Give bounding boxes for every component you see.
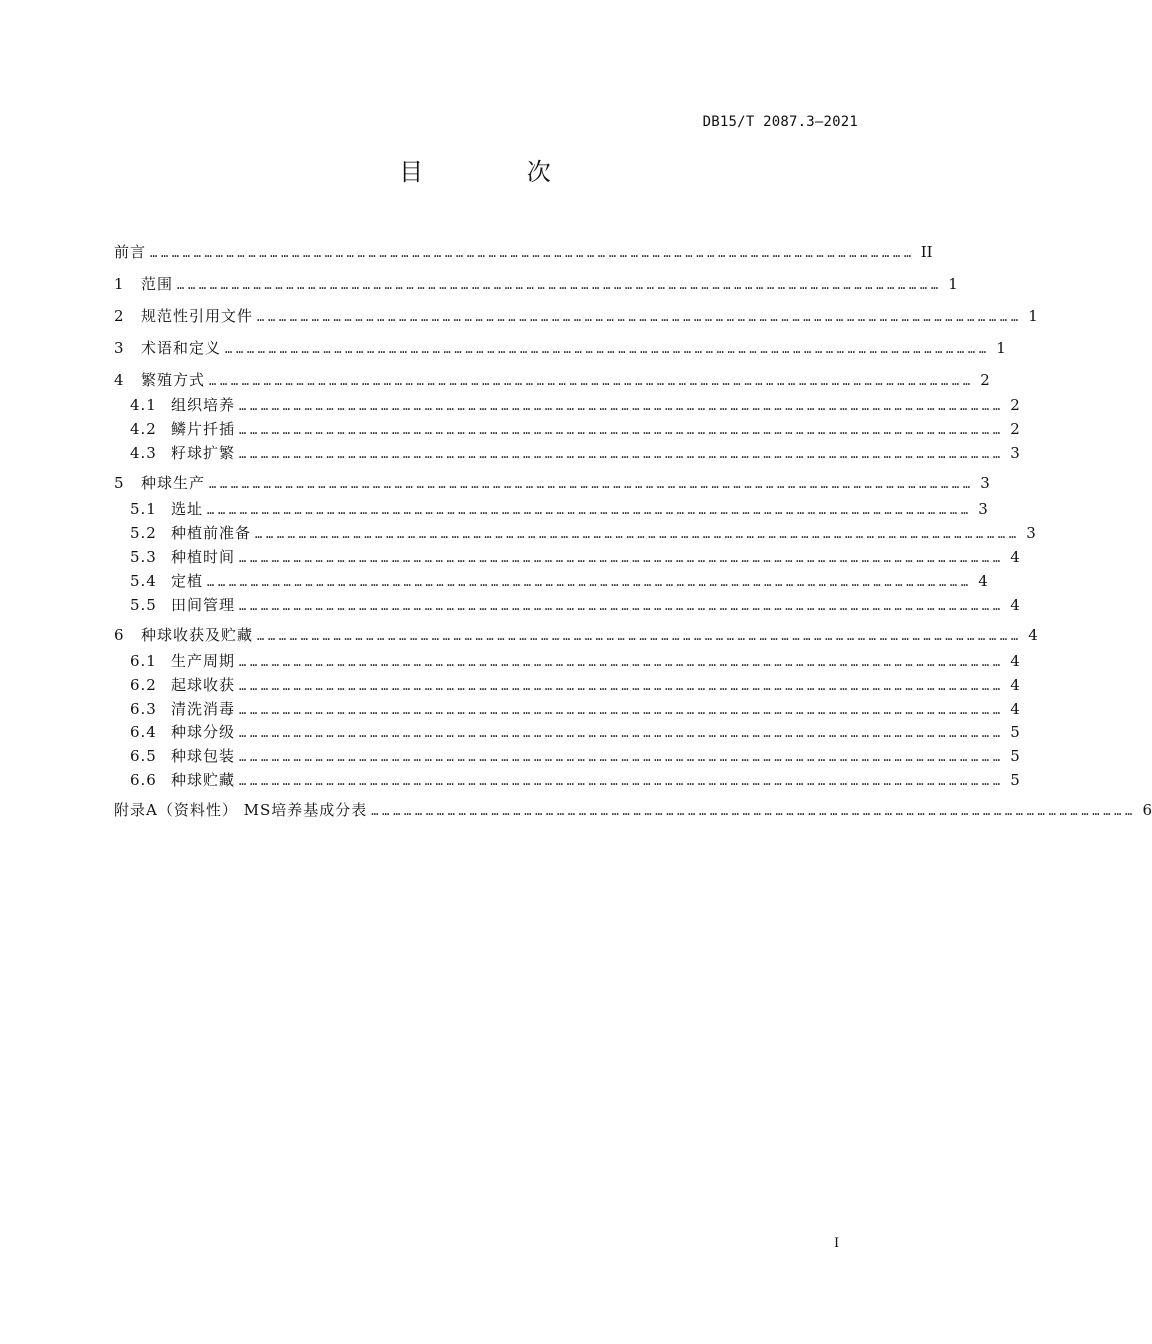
toc-page-number: 3 xyxy=(978,500,988,518)
toc-entry-number: 4.2 xyxy=(130,420,157,438)
toc-page-number: 4 xyxy=(1028,626,1038,644)
toc-page-number: 5 xyxy=(1010,723,1020,741)
toc-leader: ………………………………………………………………………………………………………………………………………………………………………………………… xyxy=(209,477,974,491)
toc-leader: ………………………………………………………………………………………………………………………………………………………………………………………… xyxy=(209,374,974,388)
toc-page-number: 4 xyxy=(1010,596,1020,614)
toc-entry-foreword[interactable] xyxy=(114,241,933,263)
toc-page-number: 2 xyxy=(1010,396,1020,414)
toc-entry-6-5[interactable] xyxy=(114,745,1020,767)
toc-page-number: 2 xyxy=(980,371,990,389)
toc-entry-number: 1 xyxy=(114,275,124,293)
toc-page-number: 4 xyxy=(1010,548,1020,566)
toc-leader: ………………………………………………………………………………………………………………………………………………………………………………………… xyxy=(177,278,942,292)
toc-leader: ………………………………………………………………………………………………………………………………………………………………………………………… xyxy=(257,629,1022,643)
toc-entry-label: 组织培养 xyxy=(171,396,236,414)
page-title: 目 次 xyxy=(399,158,599,186)
toc-entry-label: 繁殖方式 xyxy=(141,371,206,389)
toc-entry-2[interactable] xyxy=(114,305,1038,327)
toc-leader: ………………………………………………………………………………………………………………………………………………………………………………………… xyxy=(207,575,972,589)
toc-leader: ………………………………………………………………………………………………………………………………………………………………………………………… xyxy=(239,399,1004,413)
toc-page-number: 2 xyxy=(1010,420,1020,438)
toc-entry-4[interactable] xyxy=(114,369,990,391)
toc-entry-number: 5 xyxy=(114,474,124,492)
toc-leader: ………………………………………………………………………………………………………………………………………………………………………………………… xyxy=(371,804,1136,818)
page-number: I xyxy=(834,1236,840,1251)
toc-entry-6-3[interactable] xyxy=(114,698,1020,720)
toc-entry-5-5[interactable] xyxy=(114,594,1020,616)
toc-page-number: 5 xyxy=(1010,771,1020,789)
toc-entry-number: 6 xyxy=(114,626,124,644)
toc-entry-number: 4 xyxy=(114,371,124,389)
toc-entry-label: 范围 xyxy=(141,275,174,293)
toc-entry-label: 定植 xyxy=(171,572,204,590)
toc-leader: ………………………………………………………………………………………………………………………………………………………………………………………… xyxy=(239,750,1004,764)
toc-entry-1[interactable] xyxy=(114,273,958,295)
toc-entry-label: 种植前准备 xyxy=(171,524,252,542)
toc-page-number: 1 xyxy=(948,275,958,293)
toc-leader: ………………………………………………………………………………………………………………………………………………………………………………………… xyxy=(225,342,990,356)
toc-entry-label: 选址 xyxy=(171,500,204,518)
toc-page-number: 1 xyxy=(1028,307,1038,325)
toc-leader: ………………………………………………………………………………………………………………………………………………………………………………………… xyxy=(239,599,1004,613)
toc-page-number: 3 xyxy=(1010,444,1020,462)
toc-entry-number: 5.4 xyxy=(130,572,157,590)
toc-page-number: 4 xyxy=(1010,700,1020,718)
toc-entry-6-2[interactable] xyxy=(114,674,1020,696)
toc-entry-label: 种球生产 xyxy=(141,474,206,492)
toc-entry-annex-a[interactable] xyxy=(114,799,1152,821)
toc-entry-label: 起球收获 xyxy=(171,676,236,694)
toc-entry-label: 前言 xyxy=(114,243,147,261)
toc-leader: ………………………………………………………………………………………………………………………………………………………………………………………… xyxy=(239,655,1004,669)
toc-entry-5-4[interactable] xyxy=(114,570,988,592)
toc-leader: ………………………………………………………………………………………………………………………………………………………………………………………… xyxy=(239,423,1004,437)
toc-page-number: 4 xyxy=(1010,676,1020,694)
toc-leader: ………………………………………………………………………………………………………………………………………………………………………………………… xyxy=(257,310,1022,324)
toc-entry-number: 6.5 xyxy=(130,747,157,765)
toc-leader: ………………………………………………………………………………………………………………………………………………………………………………………… xyxy=(255,527,1020,541)
toc-entry-4-2[interactable] xyxy=(114,418,1020,440)
toc-entry-label: 籽球扩繁 xyxy=(171,444,236,462)
toc-leader: ………………………………………………………………………………………………………………………………………………………………………………………… xyxy=(150,246,915,260)
toc-page-number: 3 xyxy=(980,474,990,492)
toc-leader: ………………………………………………………………………………………………………………………………………………………………………………………… xyxy=(239,679,1004,693)
toc-entry-6-6[interactable] xyxy=(114,769,1020,791)
toc-entry-number: 3 xyxy=(114,339,124,357)
toc-entry-number: 5.5 xyxy=(130,596,157,614)
toc-entry-6-4[interactable] xyxy=(114,721,1020,743)
standard-code: DB15/T 2087.3—2021 xyxy=(702,114,858,130)
toc-entry-number: 5.2 xyxy=(130,524,157,542)
toc-entry-label: 鳞片扦插 xyxy=(171,420,236,438)
toc-entry-label: 术语和定义 xyxy=(141,339,222,357)
toc-entry-number: 5.3 xyxy=(130,548,157,566)
toc-page-number: 5 xyxy=(1010,747,1020,765)
toc-page-number: 3 xyxy=(1026,524,1036,542)
toc-entry-label: 附录A（资料性） MS培养基成分表 xyxy=(114,801,368,819)
toc-page-number: 4 xyxy=(978,572,988,590)
toc-entry-3[interactable] xyxy=(114,337,1006,359)
toc-entry-label: 种球分级 xyxy=(171,723,236,741)
toc-page-number: II xyxy=(920,243,933,261)
toc-entry-6-1[interactable] xyxy=(114,650,1020,672)
toc-entry-label: 生产周期 xyxy=(171,652,236,670)
toc-entry-label: 种球收获及贮藏 xyxy=(141,626,254,644)
toc-page-number: 1 xyxy=(996,339,1006,357)
toc-entry-5-1[interactable] xyxy=(114,498,988,520)
toc-leader: ………………………………………………………………………………………………………………………………………………………………………………………… xyxy=(239,551,1004,565)
toc-entry-label: 清洗消毒 xyxy=(171,700,236,718)
toc-page-number: 6 xyxy=(1142,801,1152,819)
toc-entry-4-1[interactable] xyxy=(114,394,1020,416)
toc-entry-number: 4.1 xyxy=(130,396,157,414)
toc-entry-6[interactable] xyxy=(114,624,1038,646)
toc-entry-number: 6.3 xyxy=(130,700,157,718)
toc-entry-number: 6.4 xyxy=(130,723,157,741)
toc-entry-5-2[interactable] xyxy=(114,522,1036,544)
toc-entry-5[interactable] xyxy=(114,472,990,494)
toc-entry-label: 种植时间 xyxy=(171,548,236,566)
toc-entry-label: 规范性引用文件 xyxy=(141,307,254,325)
toc-leader: ………………………………………………………………………………………………………………………………………………………………………………………… xyxy=(207,503,972,517)
toc-entry-number: 4.3 xyxy=(130,444,157,462)
toc-leader: ………………………………………………………………………………………………………………………………………………………………………………………… xyxy=(239,774,1004,788)
toc-entry-4-3[interactable] xyxy=(114,442,1020,464)
toc-leader: ………………………………………………………………………………………………………………………………………………………………………………………… xyxy=(239,726,1004,740)
toc-entry-label: 种球贮藏 xyxy=(171,771,236,789)
toc-entry-5-3[interactable] xyxy=(114,546,1020,568)
toc-entry-number: 6.6 xyxy=(130,771,157,789)
toc-leader: ………………………………………………………………………………………………………………………………………………………………………………………… xyxy=(239,447,1004,461)
toc-entry-label: 田间管理 xyxy=(171,596,236,614)
toc-entry-label: 种球包装 xyxy=(171,747,236,765)
toc-leader: ………………………………………………………………………………………………………………………………………………………………………………………… xyxy=(239,703,1004,717)
toc-entry-number: 5.1 xyxy=(130,500,157,518)
toc-page-number: 4 xyxy=(1010,652,1020,670)
toc-entry-number: 6.1 xyxy=(130,652,157,670)
toc-entry-number: 6.2 xyxy=(130,676,157,694)
toc-entry-number: 2 xyxy=(114,307,124,325)
